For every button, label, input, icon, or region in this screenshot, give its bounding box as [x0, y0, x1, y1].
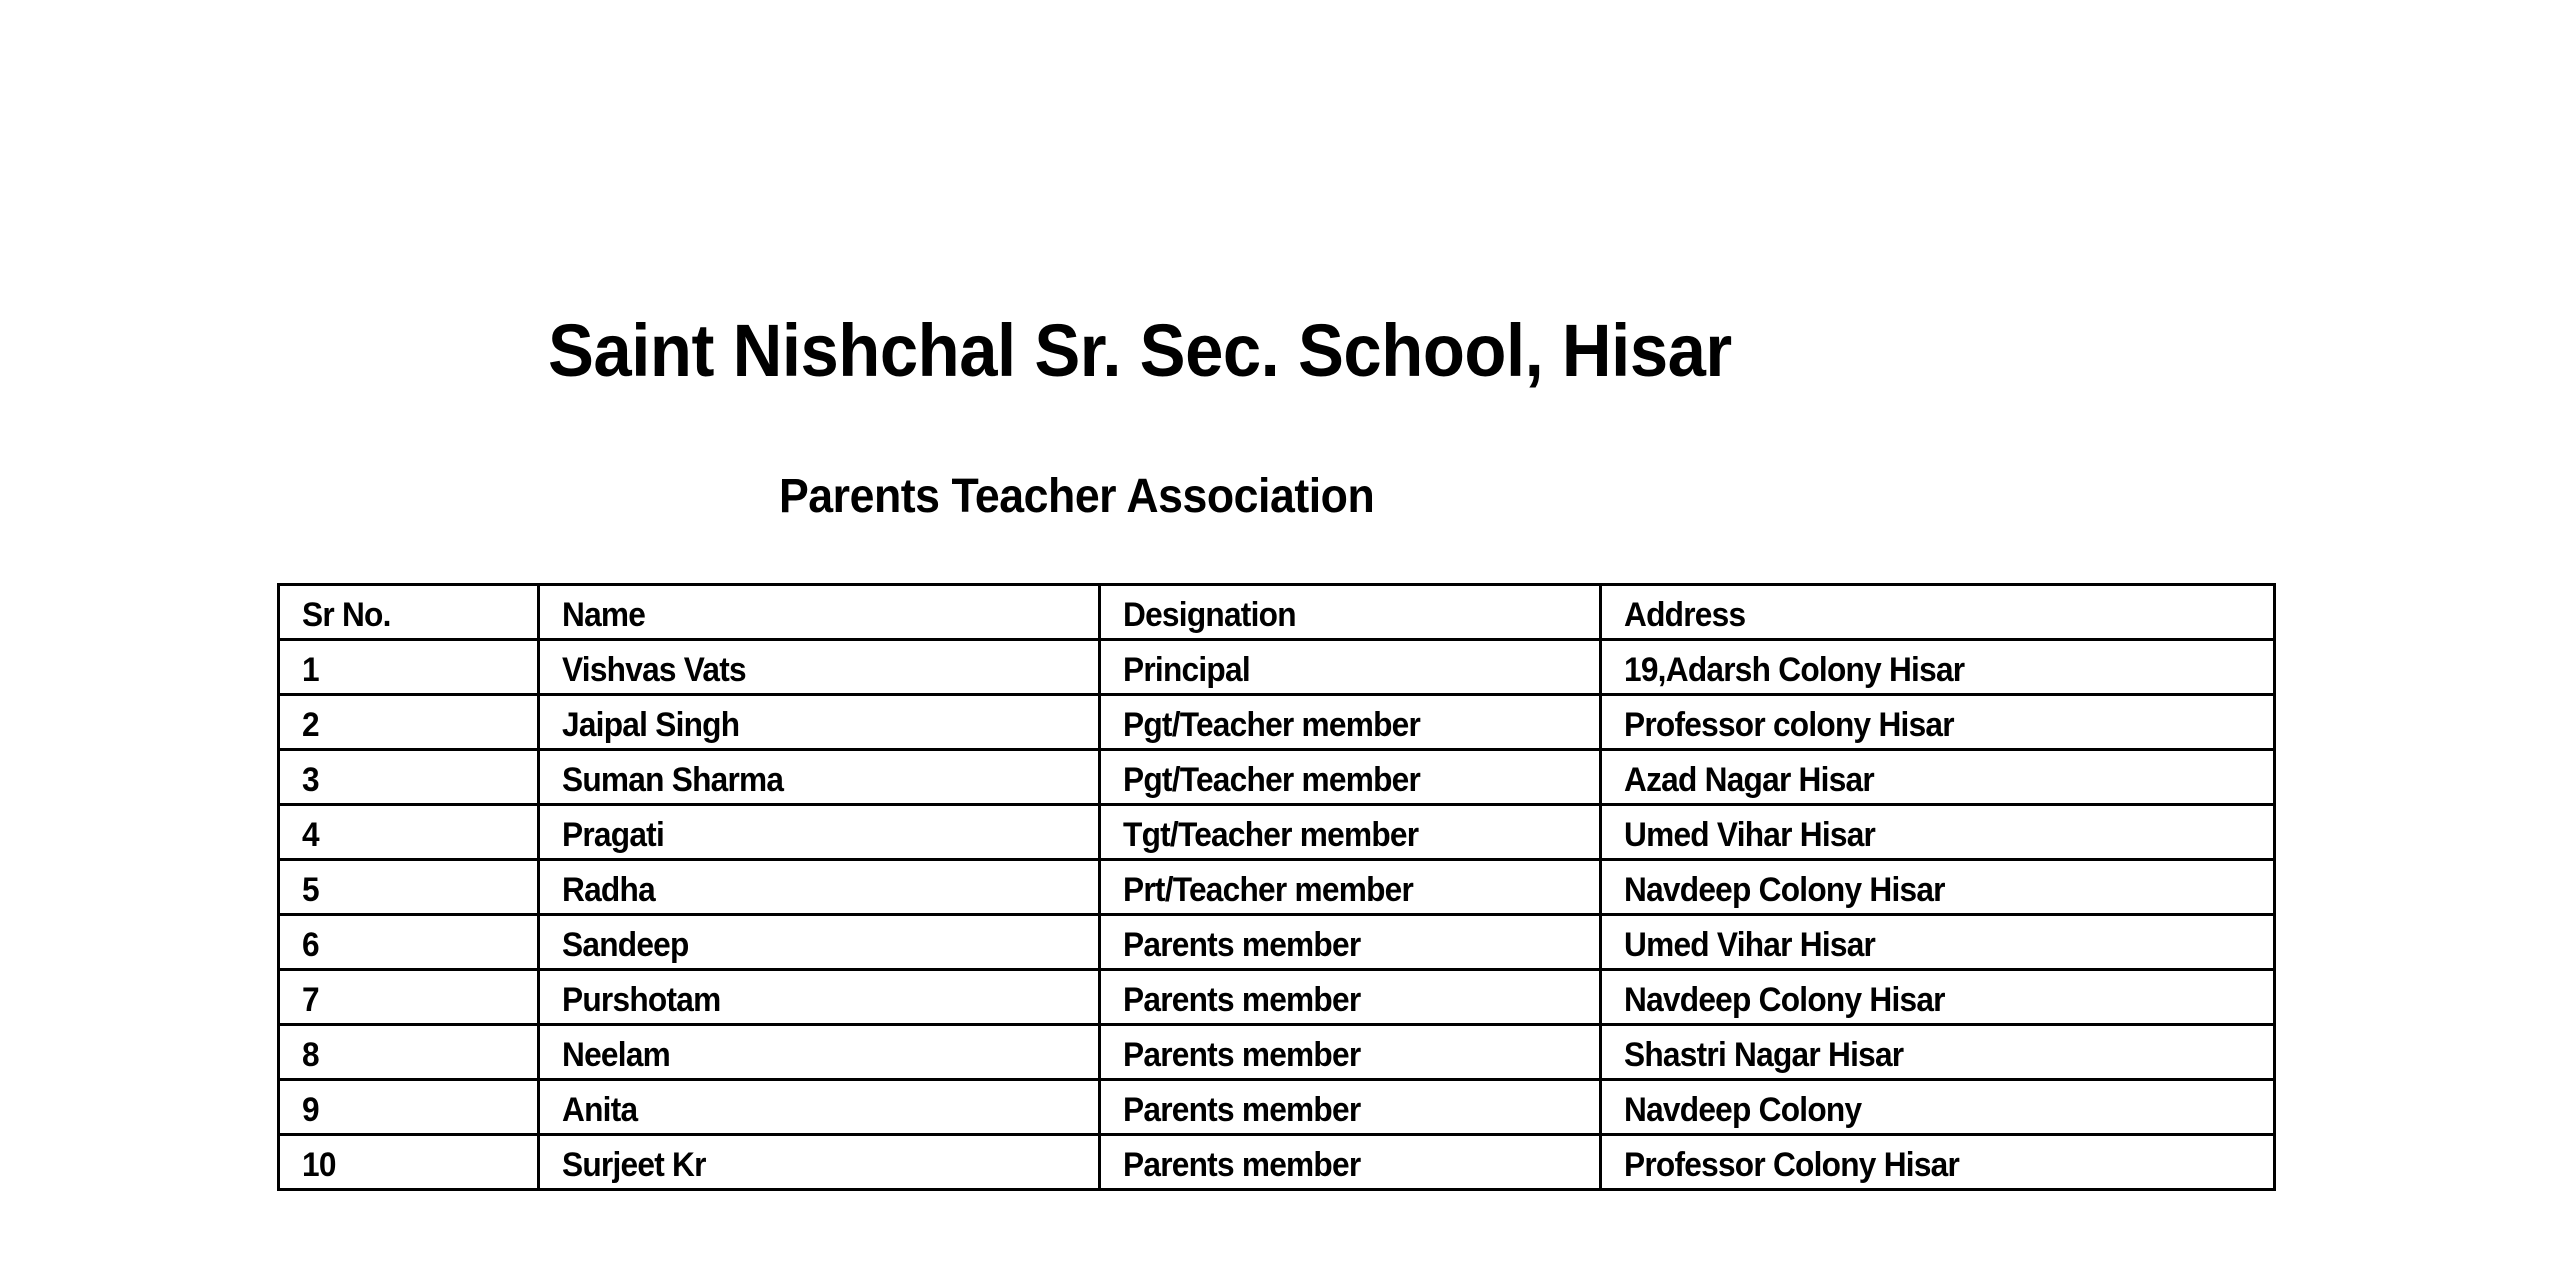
table-row [279, 750, 2275, 805]
cell-designation: Parents member [1100, 915, 1601, 970]
cell-name: Anita [539, 1080, 1100, 1135]
table-header-row [279, 585, 2275, 640]
cell-sr-no: 8 [279, 1025, 539, 1080]
cell-name: Radha [539, 860, 1100, 915]
cell-name: Surjeet Kr [539, 1135, 1100, 1190]
cell-designation: Parents member [1100, 1025, 1601, 1080]
cell-address: Azad Nagar Hisar [1601, 750, 2275, 805]
header-sr-no: Sr No. [279, 585, 539, 640]
cell-address: Professor colony Hisar [1601, 695, 2275, 750]
table-row [279, 695, 2275, 750]
table-row [279, 1135, 2275, 1190]
cell-name: Jaipal Singh [539, 695, 1100, 750]
association-subtitle [779, 467, 1453, 527]
table-row [279, 805, 2275, 860]
cell-designation: Parents member [1100, 970, 1601, 1025]
cell-sr-no: 1 [279, 640, 539, 695]
cell-designation: Parents member [1100, 1135, 1601, 1190]
cell-name: Suman Sharma [539, 750, 1100, 805]
header-designation: Designation [1100, 585, 1601, 640]
cell-address: Shastri Nagar Hisar [1601, 1025, 2275, 1080]
cell-address: Navdeep Colony Hisar [1601, 970, 2275, 1025]
association-subtitle-text: Parents Teacher Association [779, 470, 1375, 523]
cell-sr-no: 9 [279, 1080, 539, 1135]
table-row [279, 640, 2275, 695]
header-name: Name [539, 585, 1100, 640]
cell-sr-no: 4 [279, 805, 539, 860]
cell-address: Navdeep Colony [1601, 1080, 2275, 1135]
school-title [548, 306, 1763, 396]
cell-designation: Prt/Teacher member [1100, 860, 1601, 915]
cell-name: Purshotam [539, 970, 1100, 1025]
cell-designation: Pgt/Teacher member [1100, 695, 1601, 750]
cell-sr-no: 6 [279, 915, 539, 970]
cell-name: Neelam [539, 1025, 1100, 1080]
cell-address: Professor Colony Hisar [1601, 1135, 2275, 1190]
school-title-text: Saint Nishchal Sr. Sec. School, Hisar [548, 309, 1732, 392]
table-row [279, 860, 2275, 915]
cell-address: Umed Vihar Hisar [1601, 915, 2275, 970]
header-address: Address [1601, 585, 2275, 640]
cell-address: Umed Vihar Hisar [1601, 805, 2275, 860]
cell-address: 19,Adarsh Colony Hisar [1601, 640, 2275, 695]
cell-name: Vishvas Vats [539, 640, 1100, 695]
table-row [279, 915, 2275, 970]
cell-sr-no: 3 [279, 750, 539, 805]
cell-designation: Pgt/Teacher member [1100, 750, 1601, 805]
cell-sr-no: 2 [279, 695, 539, 750]
table-row [279, 970, 2275, 1025]
cell-name: Pragati [539, 805, 1100, 860]
cell-sr-no: 10 [279, 1135, 539, 1190]
table-row [279, 1025, 2275, 1080]
cell-designation: Principal [1100, 640, 1601, 695]
cell-designation: Parents member [1100, 1080, 1601, 1135]
cell-designation: Tgt/Teacher member [1100, 805, 1601, 860]
cell-sr-no: 5 [279, 860, 539, 915]
cell-sr-no: 7 [279, 970, 539, 1025]
table-row [279, 1080, 2275, 1135]
cell-address: Navdeep Colony Hisar [1601, 860, 2275, 915]
members-table [277, 583, 2276, 1191]
cell-name: Sandeep [539, 915, 1100, 970]
